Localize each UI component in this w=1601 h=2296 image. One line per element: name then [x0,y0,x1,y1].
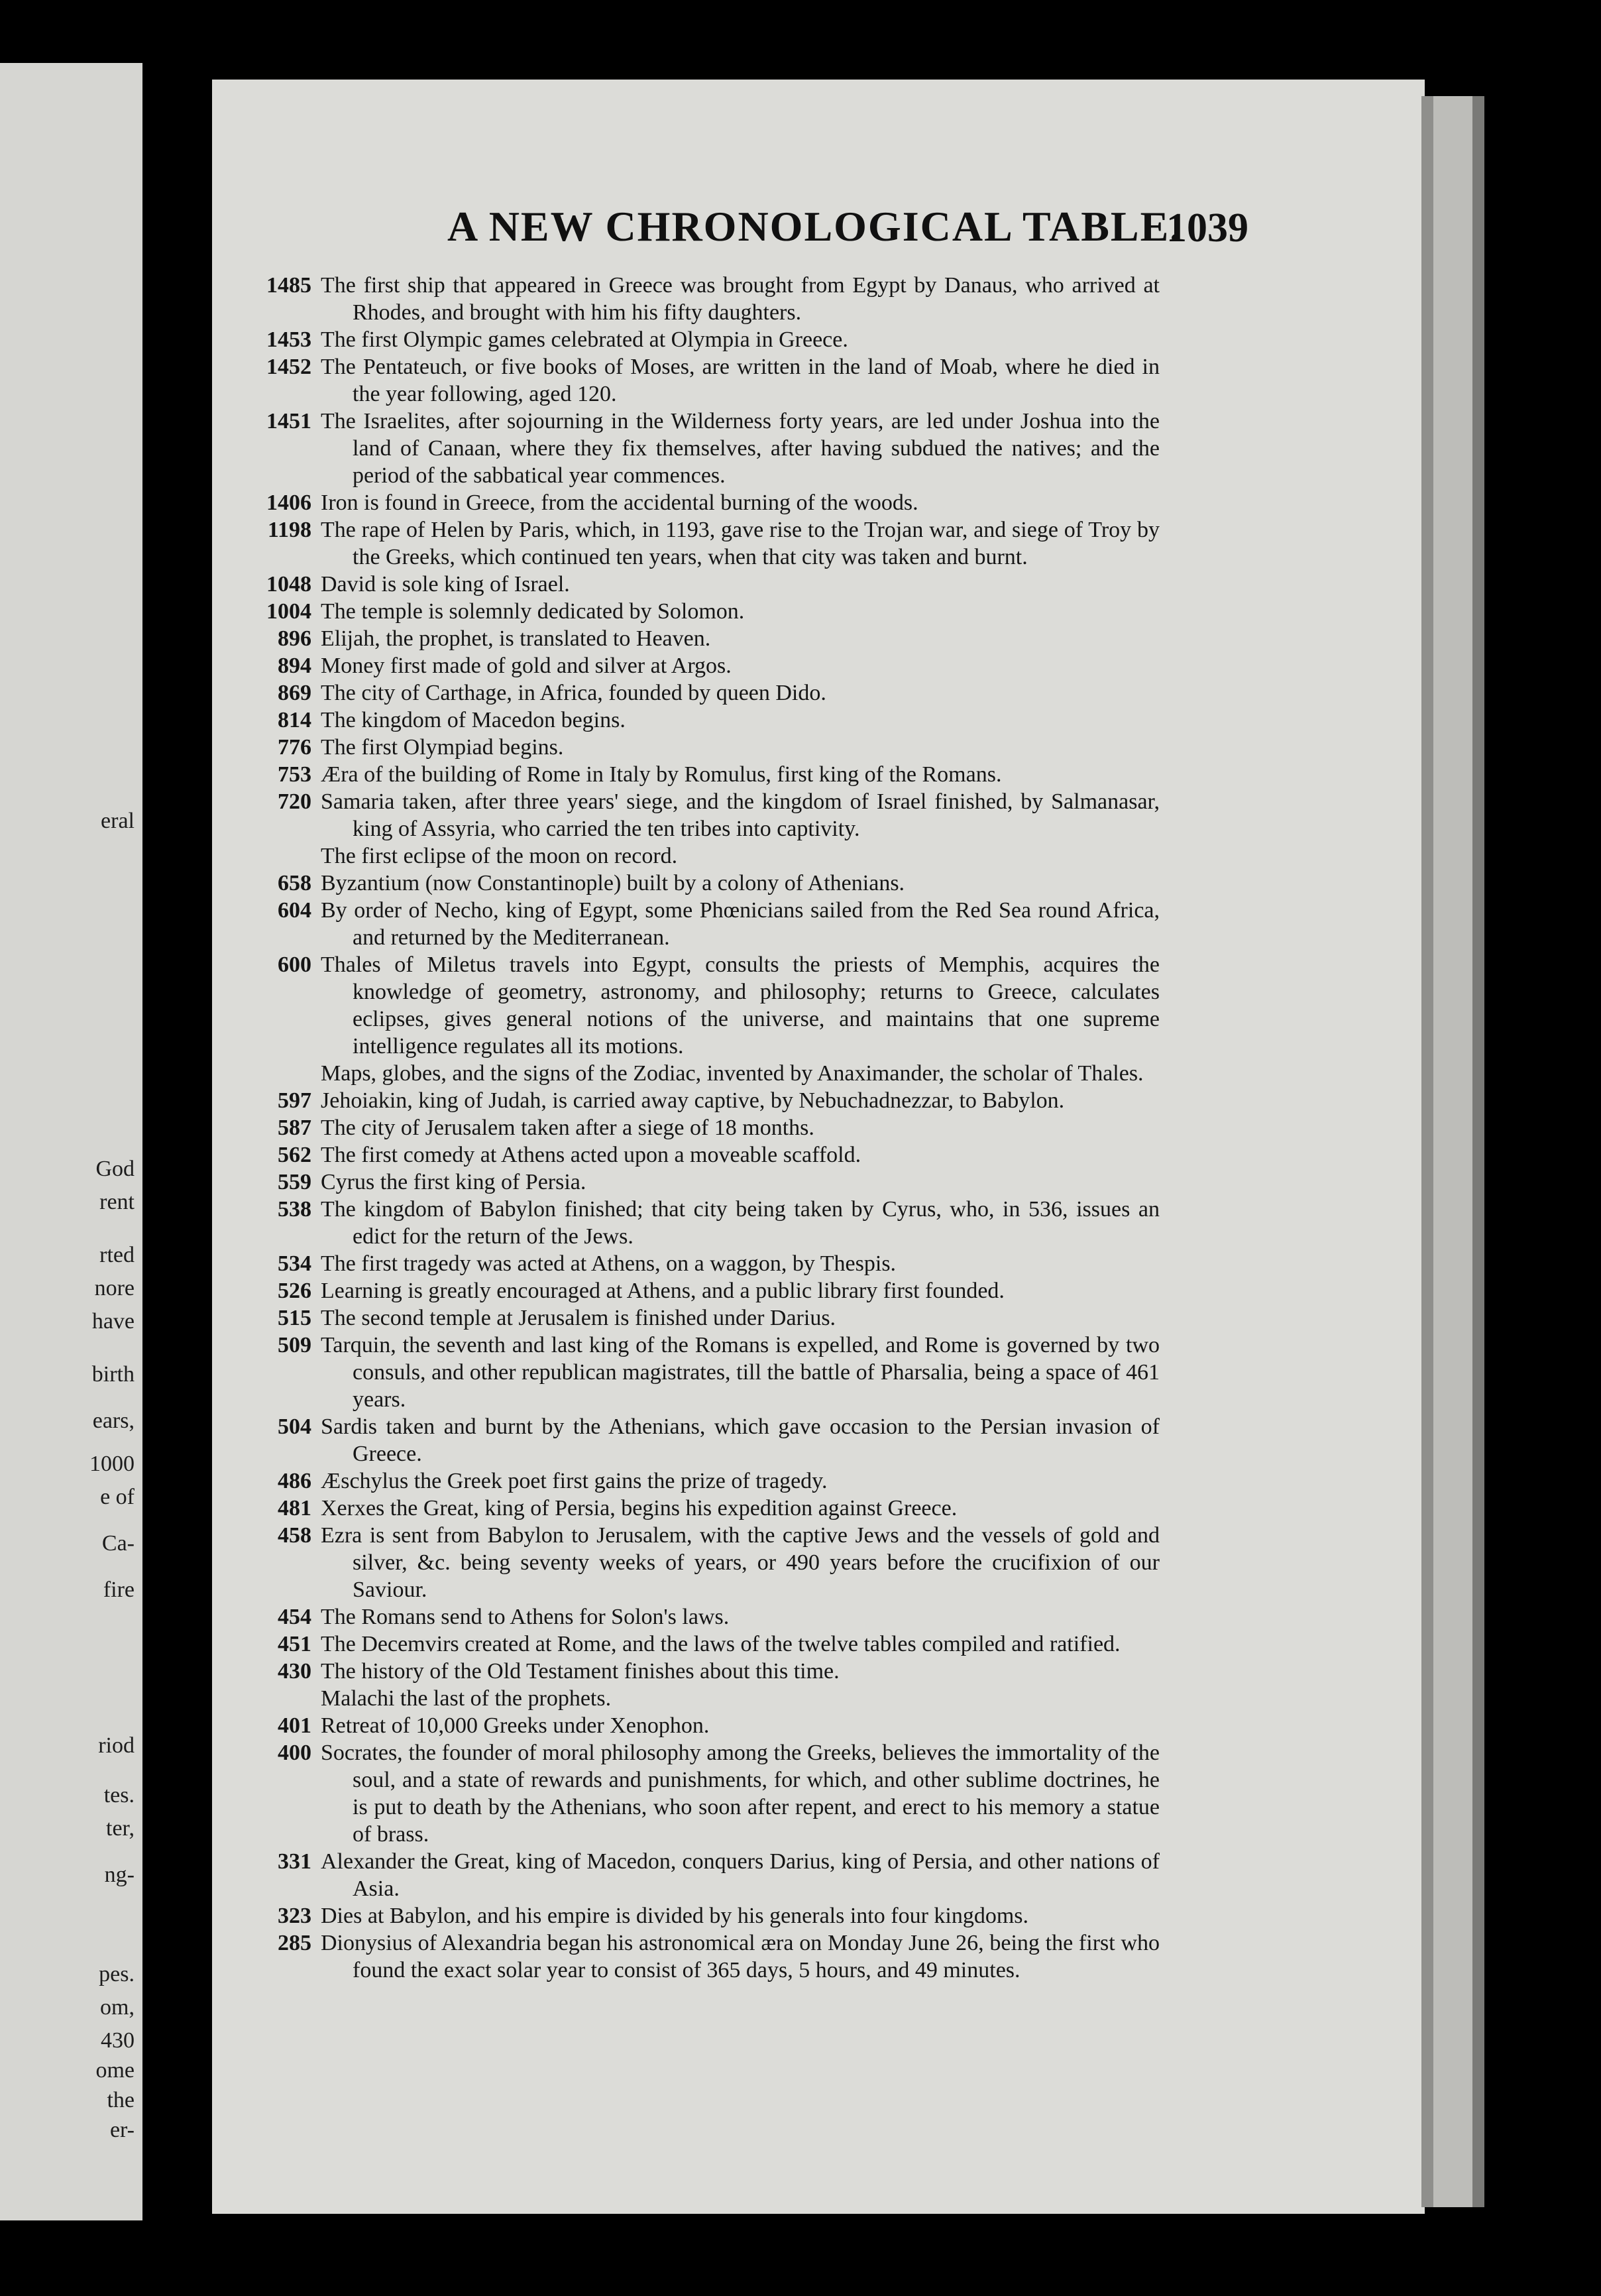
adjacent-page-fragment: rent [99,1190,135,1214]
entry-year: 1453 [266,327,311,352]
entry-text: Byzantium (now Constantinople) built by a colony of Athenians. [321,871,905,895]
entry-year: 534 [278,1251,311,1276]
chronology-entry [245,1304,1160,1332]
adjacent-page-fragment: tes. [103,1783,135,1808]
entry-text: Thales of Miletus travels into Egypt, consults the priests of Memphis, acquires the knowledge of geometry, astronomy, and philosophy; returns to Greece, calculates eclipses, gives general notions of the universe, and maintains that one supreme intelligence regulates all its motions. [321,952,1160,1059]
adjacent-page-fragment: eral [101,809,135,833]
entry-text: The kingdom of Macedon begins. [321,708,626,732]
chronology-entry [245,1087,1160,1114]
book-page [212,80,1425,2214]
entry-year: 562 [278,1143,311,1167]
chronology-entry [245,1332,1160,1413]
entry-text: Dionysius of Alexandria began his astronomical æra on Monday June 26, being the first who found the exact solar year to consist of 365 days, 5 hours, and 49 minutes. [321,1931,1160,1982]
entry-year: 894 [278,654,311,678]
entry-year: 515 [278,1306,311,1330]
entry-year: 331 [278,1849,311,1874]
adjacent-page-fragment: nore [94,1276,135,1300]
entry-year: 504 [278,1414,311,1439]
entry-year: 814 [278,708,311,732]
entry-year: 597 [278,1088,311,1113]
adjacent-page-strip [0,63,142,2220]
chronology-entry [245,272,1160,326]
chronology-entry [245,1658,1160,1685]
chronology-entry [245,598,1160,625]
chronology-entry [245,1848,1160,1902]
entry-year [245,842,321,870]
adjacent-page-fragment: om, [100,1995,135,2020]
chronology-entry [245,1277,1160,1304]
chronology-entry [245,1739,1160,1848]
adjacent-page-fragment: rted [99,1243,135,1267]
entry-text: The first comedy at Athens acted upon a moveable scaffold. [321,1143,861,1167]
entry-text: The first Olympic games celebrated at Olympia in Greece. [321,327,848,352]
chronology-entry [245,1712,1160,1739]
entry-text: Cyrus the first king of Persia. [321,1170,586,1194]
entry-text: By order of Necho, king of Egypt, some Phœnicians sailed from the Red Sea round Africa, and returned by the Mediterranean. [321,898,1160,950]
entry-text: Tarquin, the seventh and last king of the Romans is expelled, and Rome is governed by two consuls, and other republican magistrates, till the battle of Pharsalia, being a space of 461 years. [321,1333,1160,1412]
entry-year: 430 [278,1659,311,1684]
chronology-entry [245,897,1160,951]
entry-year: 486 [278,1469,311,1493]
entry-text: The first ship that appeared in Greece was brought from Egypt by Danaus, who arrived at Rhodes, and brought with him his fifty daughters. [321,273,1160,325]
entry-year: 1048 [266,572,311,597]
gutter-shadow [142,63,212,2220]
chronology-entry [245,1196,1160,1250]
adjacent-page-fragment: God [95,1157,135,1181]
entry-year: 400 [278,1741,311,1765]
chronology-entry [245,1114,1160,1141]
adjacent-page-fragment: birth [91,1362,135,1387]
entry-year: 896 [278,626,311,651]
entry-text: Elijah, the prophet, is translated to Heaven. [321,626,711,651]
chronology-entry [245,707,1160,734]
entry-text: The first eclipse of the moon on record. [321,844,678,868]
chronology-entry [245,1413,1160,1467]
entry-text: Jehoiakin, king of Judah, is carried away captive, by Nebuchadnezzar, to Babylon. [321,1088,1065,1113]
entry-text: The temple is solemnly dedicated by Solomon. [321,599,745,624]
entry-text: Xerxes the Great, king of Persia, begins his expedition against Greece. [321,1496,958,1521]
chronology-entry [245,1250,1160,1277]
adjacent-page-fragment: e of [100,1485,135,1509]
entry-text: The history of the Old Testament finishes about this time. [321,1659,840,1684]
adjacent-page-fragment: 430 [101,2028,135,2053]
chronology-entry [245,1060,1160,1087]
adjacent-page-fragment: riod [98,1733,135,1758]
entry-text: Samaria taken, after three years' siege, and the kingdom of Israel finished, by Salmanasar, king of Assyria, who carried the ten tribes into captivity. [321,789,1160,841]
chronology-entry [245,1685,1160,1712]
chronology-entry [245,1929,1160,1984]
entry-year: 720 [278,789,311,814]
entry-year: 454 [278,1605,311,1629]
entry-text: Ezra is sent from Babylon to Jerusalem, with the captive Jews and the vessels of gold and silver, &c. being seventy weeks of years, or 490 years before the crucifixion of our Saviour. [321,1523,1160,1602]
entry-year [245,1685,321,1712]
chronology-entry [245,1603,1160,1631]
adjacent-page-fragment: ng- [104,1863,135,1887]
chronology-entry [245,679,1160,707]
entry-year: 869 [278,681,311,705]
entry-text: David is sole king of Israel. [321,572,570,597]
entry-year: 658 [278,871,311,895]
chronology-entry [245,489,1160,516]
adjacent-page-fragment: 1000 [89,1452,135,1476]
page-title: A NEW CHRONOLOGICAL TABLE. [447,203,1182,250]
entry-year: 604 [278,898,311,923]
entry-text: Socrates, the founder of moral philosophy among the Greeks, believes the immortality of the soul, and a state of rewards and punishments, for which, and other sublime doctrines, he is put to death by the Athenians, who soon after repent, and erect to his memory a statue of brass. [321,1741,1160,1847]
entry-text: The first tragedy was acted at Athens, on a waggon, by Thespis. [321,1251,897,1276]
entry-text: Malachi the last of the prophets. [321,1686,612,1711]
entry-text: The rape of Helen by Paris, which, in 1193, gave rise to the Trojan war, and siege of Troy by the Greeks, which continued ten years, when that city was taken and burnt. [321,518,1160,569]
entry-text: Retreat of 10,000 Greeks under Xenophon. [321,1713,710,1738]
entry-year: 1451 [266,409,311,433]
adjacent-page-fragment: ome [95,2058,135,2083]
entry-text: The city of Jerusalem taken after a siege of 18 months. [321,1116,814,1140]
page-edge [1421,96,1484,2207]
adjacent-page-fragment: the [107,2088,135,2112]
entry-year [245,1060,321,1087]
chronology-entry [245,761,1160,788]
entry-year: 285 [278,1931,311,1955]
chronology-entry [245,842,1160,870]
chronology-entry [245,951,1160,1060]
chronology-entry [245,1169,1160,1196]
adjacent-page-fragment: ter, [106,1816,135,1841]
chronology-entry [245,734,1160,761]
entry-text: Sardis taken and burnt by the Athenians, which gave occasion to the Persian invasion of Greece. [321,1414,1160,1466]
chronology-entry [245,516,1160,571]
adjacent-page-fragment: er- [109,2118,135,2142]
entry-text: Dies at Babylon, and his empire is divided by his generals into four kingdoms. [321,1904,1029,1928]
entry-text: Money first made of gold and silver at Argos. [321,654,732,678]
entry-text: The kingdom of Babylon finished; that city being taken by Cyrus, who, in 536, issues an edict for the return of the Jews. [321,1197,1160,1249]
entry-year: 538 [278,1197,311,1222]
entry-year: 1485 [266,273,311,298]
chronology-entry [245,1902,1160,1929]
chronology-entry [245,652,1160,679]
chronology-entry [245,788,1160,842]
chronology-entry [245,1467,1160,1495]
chronology-entry [245,353,1160,408]
chronology-entry [245,408,1160,489]
entry-year: 600 [278,952,311,977]
entry-text: The Romans send to Athens for Solon's laws. [321,1605,730,1629]
chronology-entry [245,1495,1160,1522]
page-header [212,202,1425,262]
entry-text: The city of Carthage, in Africa, founded by queen Dido. [321,681,826,705]
adjacent-page-fragment: have [91,1309,135,1334]
chronology-entry [245,625,1160,652]
entry-text: Æra of the building of Rome in Italy by Romulus, first king of the Romans. [321,762,1002,787]
entry-year: 1004 [266,599,311,624]
chronology-entry [245,1141,1160,1169]
entry-text: Iron is found in Greece, from the accidental burning of the woods. [321,490,918,515]
entry-year: 1198 [267,518,311,542]
chronology-entry [245,326,1160,353]
adjacent-page-fragment: ears, [92,1408,135,1433]
entry-text: Learning is greatly encouraged at Athens, and a public library first founded. [321,1279,1005,1303]
adjacent-page-fragment: Ca- [101,1531,135,1556]
chronology-entry [245,870,1160,897]
chronology-entry [245,571,1160,598]
entry-year: 1452 [266,355,311,379]
entry-text: Æschylus the Greek poet first gains the prize of tragedy. [321,1469,828,1493]
entry-text: Alexander the Great, king of Macedon, conquers Darius, king of Persia, and other nations of Asia. [321,1849,1160,1901]
entry-year: 587 [278,1116,311,1140]
entry-text: The Decemvirs created at Rome, and the laws of the twelve tables compiled and ratified. [321,1632,1121,1656]
entry-year: 509 [278,1333,311,1357]
entry-year: 1406 [266,490,311,515]
entry-text: The Israelites, after sojourning in the Wilderness forty years, are led under Joshua into the land of Canaan, where they fix themselves, after having subdued the natives; and the period of the sabbatical year commences. [321,409,1160,488]
chronology-entry [245,1631,1160,1658]
adjacent-page-fragment: fire [103,1578,135,1602]
entry-text: The second temple at Jerusalem is finished under Darius. [321,1306,836,1330]
entry-year: 323 [278,1904,311,1928]
entry-year: 526 [278,1279,311,1303]
entry-year: 458 [278,1523,311,1548]
entry-year: 559 [278,1170,311,1194]
entry-text: The Pentateuch, or five books of Moses, are written in the land of Moab, where he died in the year following, aged 120. [321,355,1160,406]
entry-text: Maps, globes, and the signs of the Zodiac, invented by Anaximander, the scholar of Thales. [321,1061,1144,1086]
entry-year: 776 [278,735,311,760]
page-number: 1039 [1166,205,1248,251]
entry-year: 401 [278,1713,311,1738]
chronology-list [245,272,1160,1984]
entry-year: 451 [278,1632,311,1656]
entry-text: The first Olympiad begins. [321,735,564,760]
chronology-entry [245,1522,1160,1603]
entry-year: 753 [278,762,311,787]
entry-year: 481 [278,1496,311,1521]
adjacent-page-fragment: pes. [99,1962,135,1986]
